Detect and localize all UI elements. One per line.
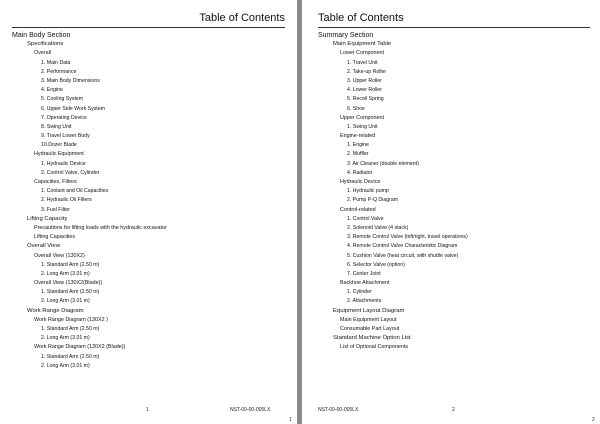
toc-entry: 6. Upper Side Work System: [41, 105, 105, 112]
toc-entry: 5. Cooling System: [41, 96, 84, 103]
toc-entry: Work Range Diagram (130X2 (Blade)): [34, 344, 126, 351]
toc-entry: 2. Long Arm (3.01 m): [41, 270, 90, 277]
toc-entry: 4. Radiator: [347, 169, 373, 176]
toc-entry: Main Equipment Table: [333, 41, 392, 48]
toc-entry: 3. Air Cleaner (double element): [347, 160, 419, 167]
toc-entry: 3. Fuel Filter: [41, 206, 70, 213]
toc-entry: Specifications: [27, 41, 64, 48]
toc-entry: Backhoe Attachment: [340, 280, 390, 287]
toc-entry: Work Range Diagram: [27, 307, 84, 314]
page-title: Table of Contents: [318, 12, 404, 24]
toc-entry: Standard Machine Option List: [333, 335, 411, 342]
toc-entry: 1. Standard Arm (2.50 m): [41, 289, 100, 296]
toc-entry: Overall View (130X2): [34, 252, 85, 259]
toc-entry: Engine-related: [340, 133, 376, 140]
toc-entry: Summary Section: [318, 32, 374, 39]
toc-entry: Hydraulic Device: [340, 179, 381, 185]
toc-entry: Work Range Diagram (130X2 ): [34, 316, 108, 323]
toc-entry: Lifting Capacities: [34, 234, 76, 241]
toc-entry: Upper Component: [340, 114, 385, 121]
toc-entry: 2. Hydraulic Oil Filters: [41, 197, 92, 204]
toc-entry: 1. Main Data: [41, 59, 71, 66]
document-code: NST-00-00-005LX: [230, 407, 271, 413]
right-page: [302, 0, 600, 424]
toc-entry: Main Body Section: [12, 32, 71, 39]
toc-entry: 3. Upper Roller: [347, 77, 382, 84]
toc-entry: 2. Attachments: [347, 298, 382, 305]
toc-entry: Lower Component: [340, 50, 385, 57]
toc-entry: 10.Dozer Blade: [41, 142, 77, 149]
toc-entry: 1. Coolant and Oil Capacities: [41, 188, 109, 195]
toc-entry: List of Optional Components: [340, 344, 409, 351]
title-rule: [12, 27, 285, 28]
toc-entry: 2. Long Arm (3.01 m): [41, 362, 90, 369]
page-number: 1: [146, 407, 149, 413]
left-page: [0, 0, 297, 424]
toc-entry: 1. Travel Unit: [347, 59, 378, 66]
page-number: 2: [452, 407, 455, 413]
toc-entry: 5. Cushion Valve (heat circuit, with shuttle valve): [347, 252, 459, 259]
title-rule: [318, 27, 590, 28]
toc-entry: Main Equipment Layout: [340, 316, 397, 323]
toc-entry: 2. Performance: [41, 68, 77, 75]
toc-entry: Consumable Part Layout: [340, 326, 400, 332]
toc-entry: 8. Swing Unit: [41, 123, 72, 130]
toc-entry: 7. Operating Device: [41, 114, 87, 121]
toc-entry: 4. Remote Control Valve Characteristic Diagram: [347, 243, 458, 250]
corner-page-number: 2: [592, 417, 595, 423]
toc-entry: 1. Standard Arm (2.50 m): [41, 326, 100, 332]
toc-list: [12, 31, 167, 371]
toc-entry: 1. Swing Unit: [347, 123, 378, 130]
toc-entry: 1. Engine: [347, 142, 369, 149]
toc-entry: 3. Remote Control Valve (left/right, travel operations): [347, 234, 468, 241]
toc-entry: 2. Muffler: [347, 151, 369, 158]
toc-entry: 2. Take-up Roller: [347, 68, 387, 75]
toc-entry: 9. Travel Lower Body: [41, 133, 90, 140]
toc-entry: 2. Long Arm (3.01 m): [41, 298, 90, 305]
toc-entry: 4. Engine: [41, 87, 63, 94]
toc-entry: 5. Recoil Spring: [347, 96, 384, 103]
toc-entry: Overall View (130X2(Blade)): [34, 280, 103, 287]
toc-entry: Control-related: [340, 206, 376, 213]
toc-entry: 1. Cylinder: [347, 289, 372, 296]
toc-entry: 2. Solenoid Valve (4 stack): [347, 224, 409, 231]
page-title: Table of Contents: [199, 12, 285, 24]
toc-entry: Equipment Layout Diagram: [333, 307, 405, 314]
toc-entry: 2. Long Arm (3.01 m): [41, 335, 90, 342]
toc-entry: Precautions for lifting loads with the hydraulic excavator: [34, 224, 167, 231]
toc-entry: 2. Pump P-Q Diagram: [347, 197, 399, 204]
toc-entry: 2. Control Valve, Cylinder: [41, 169, 100, 176]
toc-entry: 1. Hydraulic pump: [347, 188, 389, 195]
toc-entry: 7. Center Joint: [347, 270, 381, 277]
toc-list: [318, 31, 468, 353]
toc-entry: 1. Standard Arm (2.50 m): [41, 353, 100, 360]
toc-entry: 6. Shoe: [347, 105, 365, 112]
corner-page-number: 1: [289, 417, 292, 423]
toc-entry: 4. Lower Roller: [347, 87, 382, 94]
toc-entry: Lifting Capacity: [27, 215, 68, 222]
toc-entry: 1. Standard Arm (2.50 m): [41, 261, 100, 268]
toc-entry: Overall View: [27, 243, 60, 250]
toc-entry: Overall: [34, 50, 52, 57]
toc-entry: 1. Hydraulic Device: [41, 160, 86, 167]
toc-entry: 6. Selector Valve (option): [347, 261, 405, 268]
toc-entry: 1. Control Valve: [347, 215, 384, 222]
document-code: NST-00-00-005LX: [318, 407, 359, 413]
toc-entry: Hydraulic Equipment: [34, 151, 84, 158]
toc-entry: Capacities, Filters: [34, 179, 77, 185]
toc-entry: 3. Main Body Dimensions: [41, 77, 100, 84]
